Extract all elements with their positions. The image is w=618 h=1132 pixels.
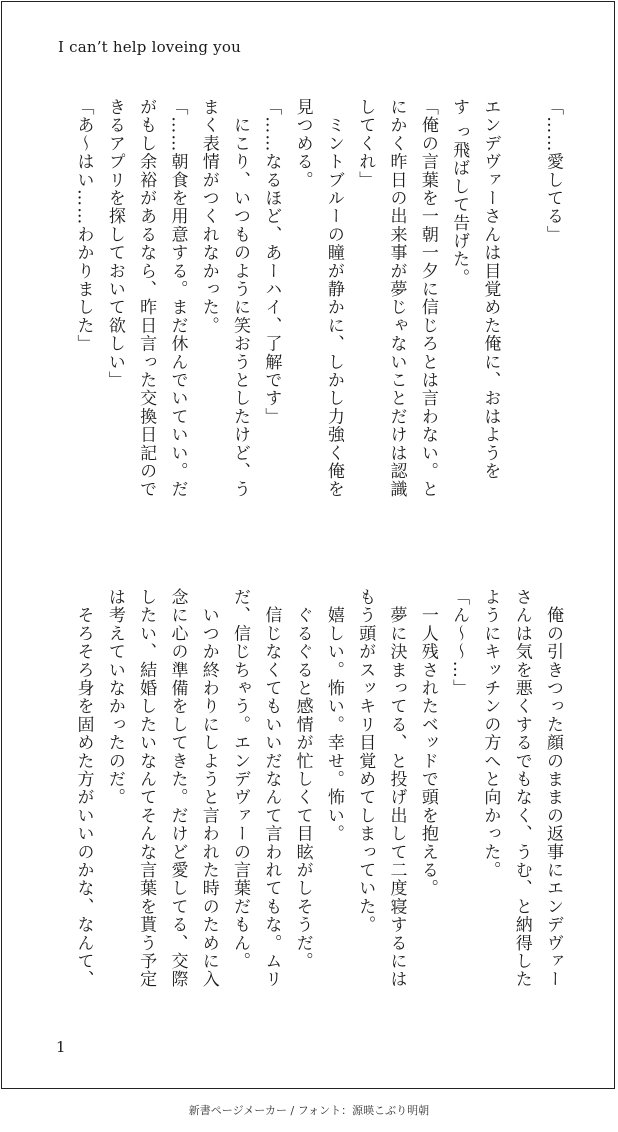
text-line: 嬉しい。怖い。幸せ。怖い。 — [323, 588, 344, 843]
text-line: す っ飛ばして告げた。 — [449, 98, 470, 287]
text-line: エンデヴァーさんは目覚めた俺に、おはようを — [480, 98, 501, 481]
text-line — [505, 98, 536, 558]
page-frame — [1, 1, 615, 1089]
text-line: にかく昨日の出来事が夢じゃないことだけは認識 — [386, 98, 407, 499]
body-text-bottom — [48, 588, 568, 1018]
text-line: 俺の引きつった顔のままの返事にエンデヴァー — [543, 588, 563, 989]
text-line: ようにキッチンの方へと向かった。 — [480, 588, 501, 880]
text-line: きるアプリを探しておいて欲しい」 — [104, 98, 125, 390]
text-line: ぐるぐると感情が忙しくて目眩がしそうだ。 — [292, 588, 313, 971]
text-line: 「……なるほど、あーハイ、了解です」 — [261, 98, 282, 426]
body-text-top — [48, 98, 568, 558]
text-line: まく表情がつくれなかった。 — [198, 98, 219, 335]
text-line: 「ん〜〜…」 — [449, 588, 470, 698]
text-line: さんは気を悪くするでもなく、うむ、と納得した — [511, 588, 532, 989]
text-line: ミントブルーの瞳が静かに、しかし力強く俺を — [323, 98, 344, 499]
text-line: 信じなくてもいいだなんて言われてもな。ムリ — [261, 588, 282, 989]
text-line: 「俺の言葉を一朝一夕に信じろとは言わない。と — [417, 98, 438, 499]
text-line: してくれ」 — [355, 98, 376, 189]
text-line: 念に心の準備をしてきた。だけど愛してる、交際 — [167, 588, 188, 989]
text-line: は考えていなかったのだ。 — [104, 588, 125, 807]
page-number: 1 — [56, 1038, 66, 1056]
text-line: いつか終わりにしようと言われた時のために入 — [198, 588, 219, 989]
text-line: 「……愛してる」 — [543, 98, 563, 244]
page-header-title: I can’t help loveing you — [58, 38, 241, 56]
text-line: 「……朝食を用意する。まだ休んでいていい。だ — [167, 98, 188, 499]
text-line: 見つめる。 — [292, 98, 313, 189]
text-line: 夢に決まってる、と投げ出して二度寝するには — [386, 588, 407, 989]
text-line: そろそろ身を固めた方がいいのかな、なんて、 — [73, 588, 94, 989]
text-line: 一人残されたベッドで頭を抱える。 — [417, 588, 438, 898]
text-line: だ、信じちゃう。エンデヴァーの言葉だもん。 — [230, 588, 251, 971]
footer-credit: 新書ページメーカー / フォント：源暎こぶり明朝 — [188, 1104, 430, 1117]
text-line: がもし余裕があるなら、昨日言った交換日記ので — [136, 98, 157, 499]
text-line: 「あ〜はい……わかりました」 — [73, 98, 94, 353]
text-line: もう頭がスッキリ目覚めてしまっていた。 — [355, 588, 376, 934]
text-line: にこり、いつものように笑おうとしたけど、う — [230, 98, 251, 499]
text-line: したい、結婚したいなんてそんな言葉を貰う予定 — [136, 588, 157, 989]
